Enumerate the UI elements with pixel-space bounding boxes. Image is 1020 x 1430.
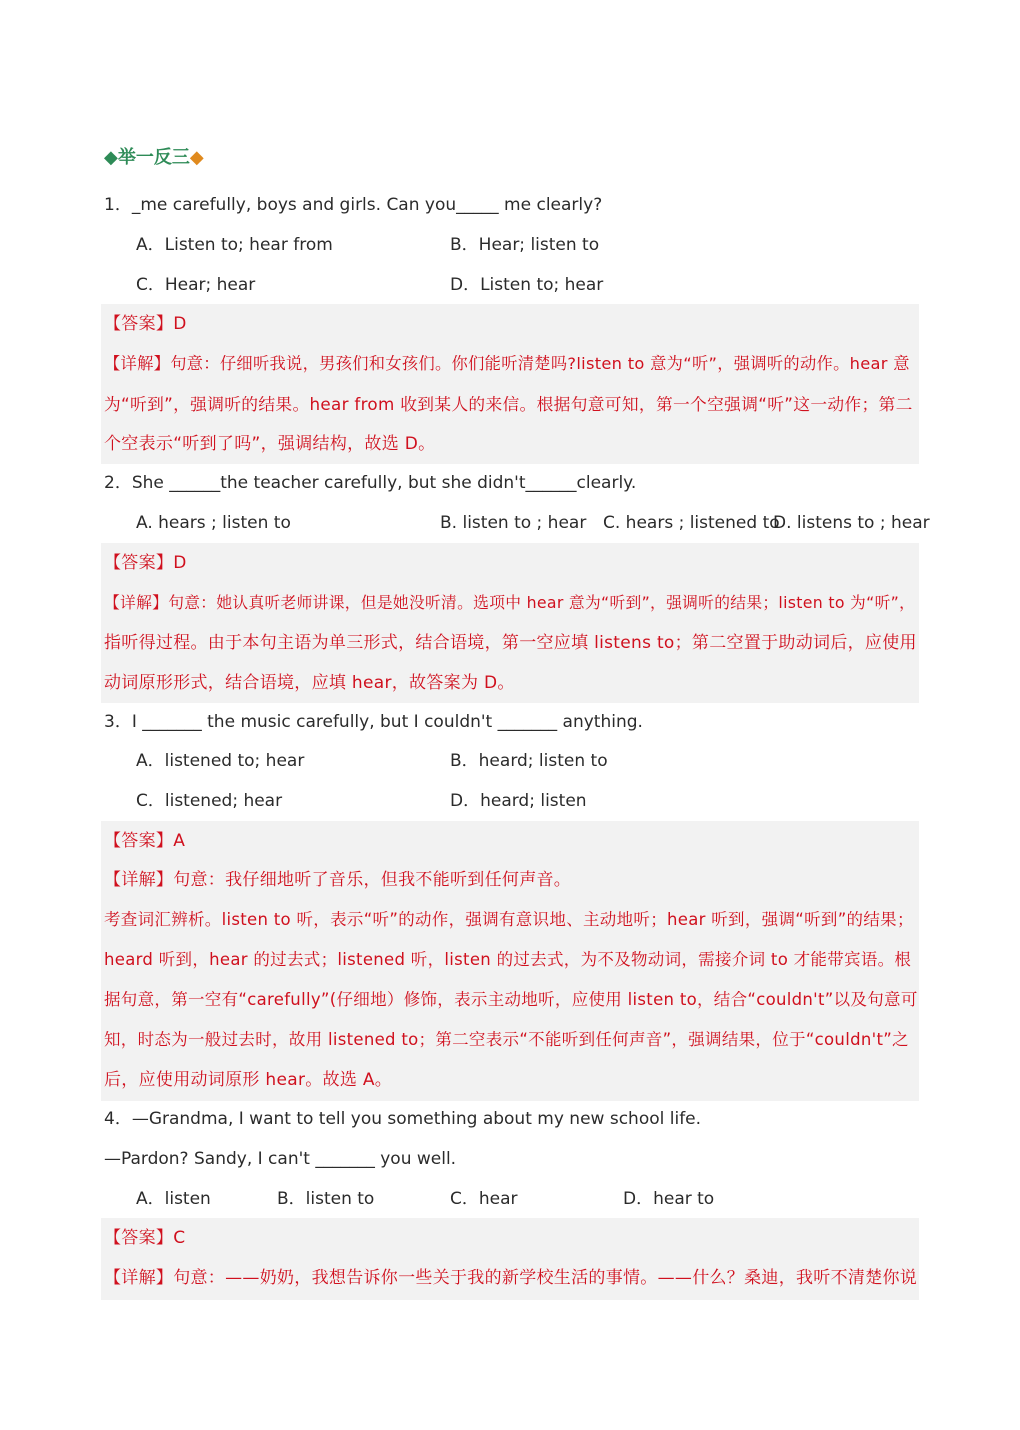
q2-explanation-line: 动词原形形式，结合语境，应填 hear，故答案为 D。 (104, 673, 515, 693)
q4-explanation-line: 【详解】句意：——奶奶，我想告诉你一些关于我的新学校生活的事情。——什么？桑迪，我听不清楚你说 (104, 1268, 918, 1288)
q3-explanation-line: 考查词汇辨析。listen to 听，表示“听”的动作，强调有意识地、主动地听；hear 听到，强调“听到”的结果； (104, 910, 914, 929)
q3-stem: 3．I _______ the music carefully, but I couldn't _______ anything. (104, 712, 643, 732)
q4-option-d: D．hear to (623, 1189, 715, 1209)
q4-option-a: A．listen (136, 1189, 211, 1209)
q1-explanation-line: 个空表示“听到了吗”，强调结构，故选 D。 (104, 434, 436, 454)
q3-answer: 【答案】A (104, 831, 186, 851)
q4-answer: 【答案】C (104, 1228, 186, 1248)
q2-option-c: C. hears ; listened to (603, 513, 780, 533)
q2-explanation-line: 指听得过程。由于本句主语为单三形式，结合语境，第一空应填 listens to；第二空置于助动词后，应使用 (104, 633, 917, 653)
q1-answer: 【答案】D (104, 314, 187, 334)
heading-text: 举一反三 (117, 147, 190, 168)
q3-explanation-line: 后，应使用动词原形 hear。故选 A。 (104, 1070, 393, 1090)
q4-option-b: B．listen to (277, 1189, 375, 1209)
diamond-left-icon: ◆ (104, 147, 118, 168)
q3-explanation-line: 据句意，第一空有“carefully”(仔细地）修饰，表示主动地听，应使用 listen to，结合“couldn't”以及句意可 (104, 990, 918, 1009)
q2-explanation-line: 【详解】句意：她认真听老师讲课，但是她没听清。选项中 hear 意为“听到”，强调听的结果；listen to 为“听”， (104, 593, 916, 612)
q3-explanation-line: 【详解】句意：我仔细地听了音乐，但我不能听到任何声音。 (104, 870, 572, 890)
q1-explanation-line: 【详解】句意：仔细听我说，男孩们和女孩们。你们能听清楚吗?listen to 意为“听”，强调听的动作。hear 意 (104, 354, 910, 373)
q3-option-d: D．heard; listen (450, 791, 587, 811)
q1-stem: 1．_me carefully, boys and girls. Can you_____ me clearly? (104, 195, 603, 215)
q2-option-a: A. hears ; listen to (136, 513, 291, 533)
q3-explanation-line: 知，时态为一般过去时，故用 listened to；第二空表示“不能听到任何声音”，强调结果，位于“couldn't”之 (104, 1030, 909, 1049)
q2-option-d: D. listens to ; hear (773, 513, 930, 533)
q1-option-d: D．Listen to; hear (450, 275, 604, 295)
q4-stem: 4．—Grandma, I want to tell you something about my new school life. (104, 1109, 702, 1129)
q4-stem-reply: —Pardon? Sandy, I can't _______ you well. (104, 1149, 457, 1169)
q3-explanation-line: heard 听到，hear 的过去式；listened 听，listen 的过去式，为不及物动词，需接介词 to 才能带宾语。根 (104, 950, 912, 969)
q3-option-a: A．listened to; hear (136, 751, 305, 771)
q1-option-c: C．Hear; hear (136, 275, 256, 295)
q3-option-b: B．heard; listen to (450, 751, 608, 771)
q3-option-c: C．listened; hear (136, 791, 283, 811)
q1-option-b: B．Hear; listen to (450, 235, 600, 255)
q2-answer: 【答案】D (104, 553, 187, 573)
q1-explanation-line: 为“听到”，强调听的结果。hear from 收到某人的来信。根据句意可知，第一个空强调“听”这一动作；第二 (104, 394, 913, 414)
q1-option-a: A．Listen to; hear from (136, 235, 333, 255)
diamond-right-icon: ◆ (189, 147, 204, 168)
q2-option-b: B. listen to ; hear (440, 513, 587, 533)
q2-stem: 2．She ______the teacher carefully, but she didn't______clearly. (104, 473, 637, 493)
section-heading (104, 138, 204, 178)
q4-option-c: C．hear (450, 1189, 518, 1209)
